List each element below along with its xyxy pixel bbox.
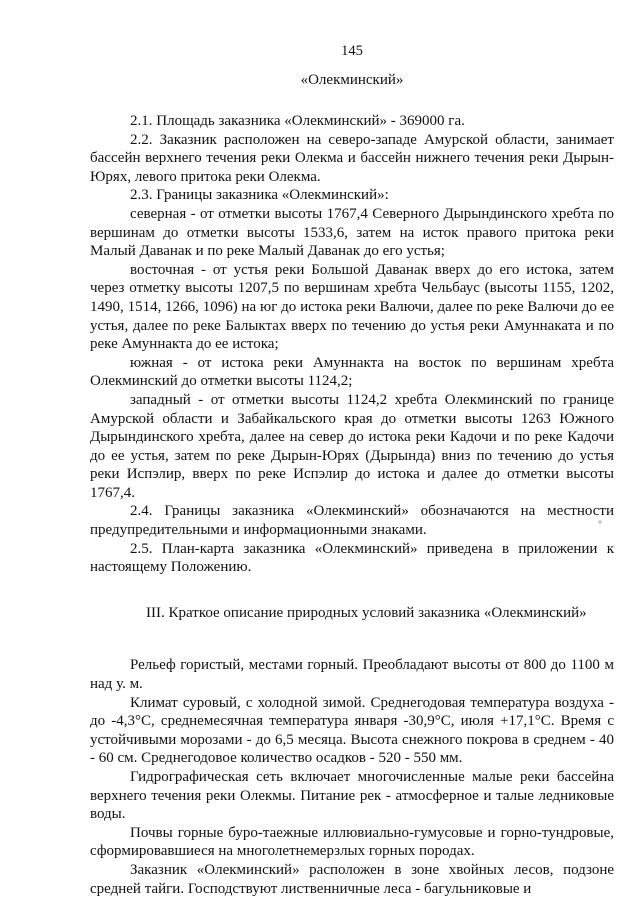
paragraph-borders-intro: 2.3. Границы заказника «Олекминский»: [130,187,389,204]
paragraph-border-south: южная - от истока реки Амуннакта на восток по вершинам хребта Олекминский до отметки высоты 1124,2; [90,354,614,390]
paragraph-location: 2.2. Заказник расположен на северо-западе Амурской области, занимает бассейн верхнего течения реки Олекма и бассейн нижнего течения реки Дырын-Юрях, левого притока реки Олекма. [90,131,614,185]
paragraph-border-west: западный - от отметки высоты 1124,2 хребта Олекминский по границе Амурской области и Забайкальского края до отметки высоты 1263 Южного Дырындинского хребта, далее на север до истока реки Кадочи и по реке Кадочи до ее устья, затем по реке Дырын-Юрях (Дырында) вниз по течению до устья реки Испэлир, вверх по реке Испэлир до истока и далее до отметки высоты 1767,4. [90,391,614,501]
paragraph-relief: Рельеф гористый, местами горный. Преобладают высоты от 800 до 1100 м над у. м. [90,657,614,693]
paragraph-climate: Климат суровый, с холодной зимой. Среднегодовая температура воздуха - до -4,3°С, среднемесячная температура января -30,9°С, июля +17,1°С. Время с устойчивыми морозами - до 6,5 месяца. Высота снежного покрова в среднем - 40 - 60 см. Среднегодовое количество осадков - 520 - 550 мм. [90,694,614,767]
page-number: 145 [341,43,363,59]
section-heading: III. Краткое описание природных условий заказника «Олекминский» [146,604,587,621]
paragraph-plan-map: 2.5. План-карта заказника «Олекминский» приведена в приложении к настоящему Положению. [90,540,614,576]
paragraph-vegetation: Заказник «Олекминский» расположен в зоне хвойных лесов, подзоне средней тайги. Господствуют лиственничные леса - багульниковые и [90,861,614,897]
paragraph-border-signs: 2.4. Границы заказника «Олекминский» обозначаются на местности предупредительными и информационными знаками. [90,503,614,539]
paragraph-soils: Почвы горные буро-таежные иллювиально-гумусовые и горно-тундровые, сформировавшиеся на многолетнемерзлых горных породах. [90,824,614,860]
paragraph-border-north: северная - от отметки высоты 1767,4 Северного Дырындинского хребта по вершинам до отметки высоты 1533,6, затем на исток правого притока реки Малый Даванак и по реке Малый Даванак до его устья; [90,205,614,260]
document-body [90,112,614,898]
paragraph-hydrography: Гидрографическая сеть включает многочисленные малые реки бассейна верхнего течения реки Олекмы. Питание рек - атмосферное и талые ледниковые воды. [90,769,614,823]
paragraph-area: 2.1. Площадь заказника «Олекминский» - 369000 га. [130,113,465,129]
paragraph-border-east: восточная - от устья реки Большой Даванак вверх до его истока, затем через отметку высоты 1207,5 по вершинам хребта Чельбаус (высоты 1155, 1202, 1490, 1514, 1266, 1096) на юг до истока реки Валючи, далее по реке Валючи до ее устья, далее по реке Балыктах вверх по течению до устья реки Амуннаката и по реке Амуннакта до ее истока; [90,261,614,353]
scan-speck [598,520,602,524]
document-title: «Олекминский» [300,72,404,88]
